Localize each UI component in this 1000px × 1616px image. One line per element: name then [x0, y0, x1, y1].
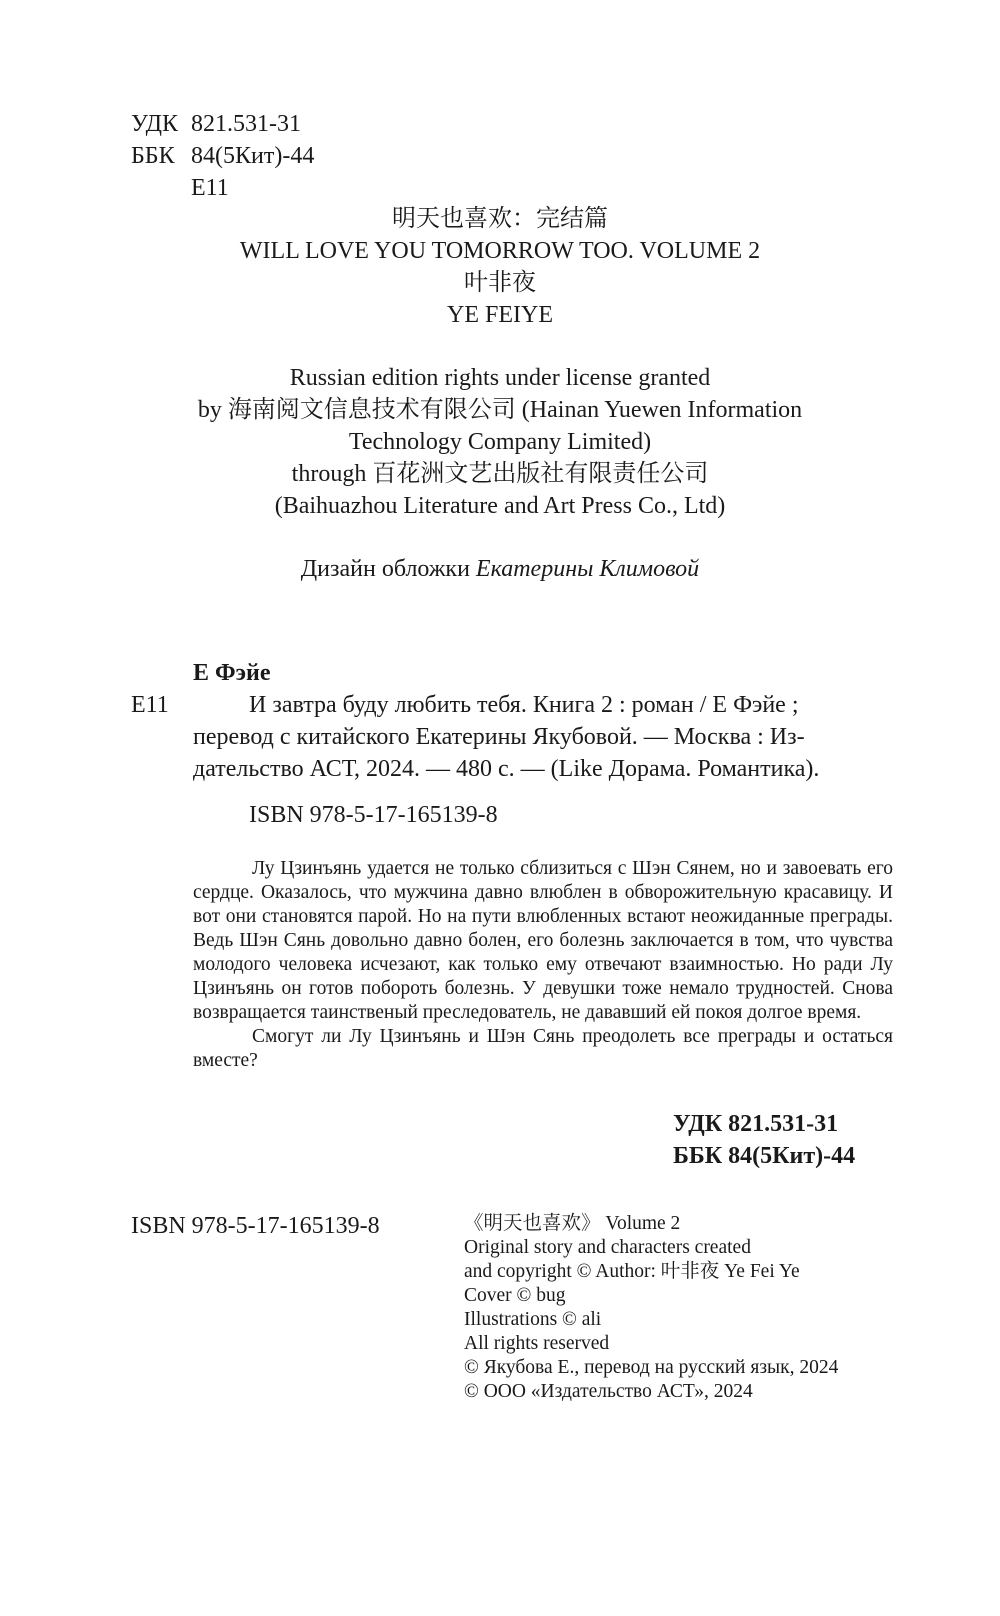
copyright-line: Cover © bug — [464, 1285, 566, 1306]
cover-designer-name: Екатерины Климовой — [475, 556, 700, 582]
catalog-description-line-3: дательство АСТ, 2024. — 480 с. — (Like Дорама. Романтика). — [193, 756, 820, 782]
annotation-paragraph-2: Смогут ли Лу Цзинъянь и Шэн Сянь преодолеть все преграды и остаться вместе? — [193, 1026, 893, 1071]
annotation — [193, 857, 893, 1073]
copyright-line: Original story and characters created — [464, 1237, 751, 1258]
header-author-mark: Е11 — [191, 175, 229, 201]
rights-line-5: (Baihuazhou Literature and Art Press Co., Ltd) — [274, 493, 726, 519]
cover-design-credit — [0, 553, 1000, 585]
cover-design-label: Дизайн обложки — [300, 556, 470, 582]
copyright-line: All rights reserved — [464, 1333, 610, 1354]
catalog-isbn: ISBN 978-5-17-165139-8 — [249, 802, 498, 828]
catalog-description-line-1: И завтра буду любить тебя. Книга 2 : роман / Е Фэйе ; — [249, 692, 799, 718]
rights-line-1: Russian edition rights under license granted — [289, 365, 711, 391]
header-bbk-value: 84(5Кит)-44 — [191, 143, 315, 169]
classification-udk: УДК 821.531-31 — [673, 1111, 839, 1137]
original-author-chinese: 叶非夜 — [464, 270, 536, 296]
header-bbk-label: ББК — [131, 143, 175, 169]
copyright-line: © ООО «Издательство АСТ», 2024 — [464, 1381, 753, 1402]
rights-line-2: by 海南阅文信息技术有限公司 (Hainan Yuewen Information — [197, 397, 803, 423]
copyright-line: Illustrations © ali — [464, 1309, 602, 1330]
original-author-english: YE FEIYE — [447, 302, 553, 328]
copyright-line: 《明天也喜欢》 Volume 2 — [464, 1213, 681, 1234]
copyright-line: and copyright © Author: 叶非夜 Ye Fei Ye — [464, 1261, 800, 1282]
original-title-chinese: 明天也喜欢：完结篇 — [392, 206, 608, 232]
annotation-paragraph-1: Лу Цзинъянь удается не только сблизиться с Шэн Сянем, но и завоевать его сердце. Оказалось, что мужчина давно влюблен в обворожительную красавицу. И вот они становятся парой. Но на пути влюбленных встают неожиданные преграды. Ведь Шэн Сянь довольно давно болен, его болезнь заключается в том, что чувства молодого человека исчезают, как только ему отвечают взаимностью. Но ради Лу Цзинъянь он готов побороть болезнь. У девушки тоже немало трудностей. Снова возвращается таинственый преследователь, не дававший ей покоя долгое время. — [193, 858, 893, 1023]
header-udk-value: 821.531-31 — [191, 111, 301, 137]
catalog-author: Е Фэйе — [193, 660, 271, 686]
rights-line-3: Technology Company Limited) — [348, 429, 652, 455]
catalog-mark: Е11 — [131, 692, 169, 718]
catalog-description-line-2: перевод с китайского Екатерины Якубовой. — Москва : Из- — [193, 724, 805, 750]
rights-line-4: through 百花洲文艺出版社有限责任公司 — [291, 461, 709, 487]
original-title-english: WILL LOVE YOU TOMORROW TOO. VOLUME 2 — [239, 238, 761, 264]
copyright-block — [464, 1212, 838, 1404]
copyright-line: © Якубова Е., перевод на русский язык, 2024 — [464, 1357, 839, 1378]
footer-isbn: ISBN 978-5-17-165139-8 — [131, 1213, 380, 1239]
classification-bbk: ББК 84(5Кит)-44 — [673, 1143, 856, 1169]
header-udk-label: УДК — [131, 111, 178, 137]
